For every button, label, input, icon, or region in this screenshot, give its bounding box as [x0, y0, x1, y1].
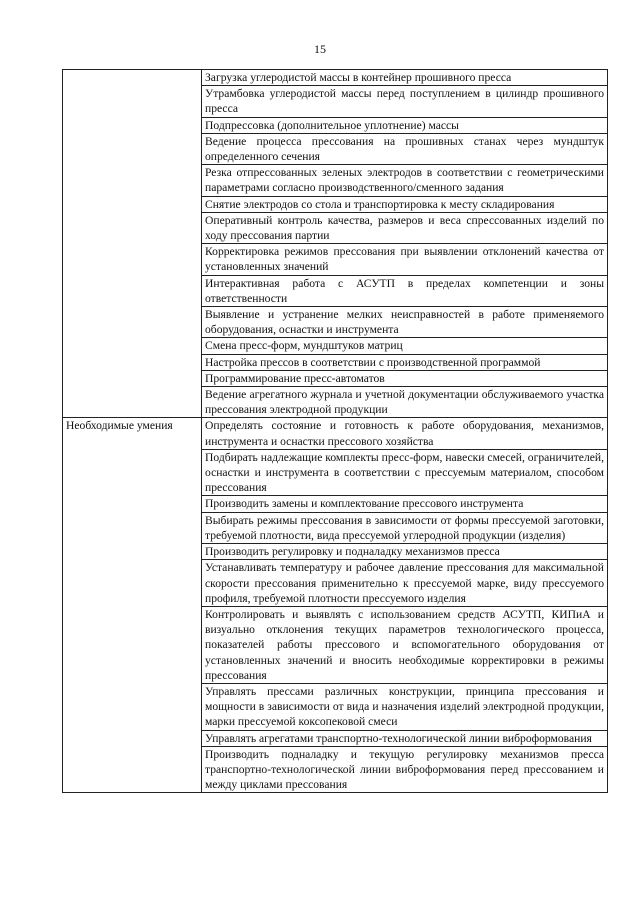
table-cell: Интерактивная работа с АСУТП в пределах компетенции и зоны ответственности	[202, 275, 608, 306]
table-cell: Производить регулировку и подналадку механизмов пресса	[202, 544, 608, 560]
table-cell: Корректировка режимов прессования при выявлении отклонений качества от установленных значений	[202, 244, 608, 275]
table-cell: Программирование пресс-автоматов	[202, 370, 608, 386]
table-cell: Управлять прессами различных конструкции, принципа прессования и мощности в зависимости от вида и назначения изделий электродной продукции, марки прессуемой коксопековой смеси	[202, 683, 608, 730]
table-cell: Загрузка углеродистой массы в контейнер прошивного пресса	[202, 70, 608, 86]
table-cell: Резка отпрессованных зеленых электродов в соответствии с геометрическими параметрами согласно производственного/сменного задания	[202, 165, 608, 196]
table-cell: Оперативный контроль качества, размеров и веса спрессованных изделий по ходу прессования партии	[202, 212, 608, 243]
table-cell: Устанавливать температуру и рабочее давление прессования для максимальной скорости прессования применительно к прессуемой марке, виду прессуемого профиля, требуемой плотности прессуемого изделия	[202, 560, 608, 607]
table-cell: Ведение агрегатного журнала и учетной документации обслуживаемого участка прессования электродной продукции	[202, 387, 608, 418]
table-cell: Определять состояние и готовность к работе оборудования, механизмов, инструмента и оснастки прессового хозяйства	[202, 418, 608, 449]
requirements-table	[62, 69, 608, 793]
table-cell: Смена пресс-форм, мундштуков матриц	[202, 338, 608, 354]
table-cell: Контролировать и выявлять с использованием средств АСУТП, КИПиА и визуально отклонения текущих параметров технологического процесса, показателей работы прессового и вспомогательного оборудования от установленных значений и вносить необходимые корректировки в режимы прессования	[202, 606, 608, 683]
table-cell: Подбирать надлежащие комплекты пресс-форм, навески смесей, ограничителей, оснастки и инструмента в соответствии с прессуемым материалом, способом прессования	[202, 449, 608, 496]
table-cell: Ведение процесса прессования на прошивных станах через мундштук определенного сечения	[202, 133, 608, 164]
table-cell: Выбирать режимы прессования в зависимости от формы прессуемой заготовки, требуемой плотности, вида прессуемой углеродной продукции (изделия)	[202, 512, 608, 543]
table-cell: Выявление и устранение мелких неисправностей в работе применяемого оборудования, оснастки и инструмента	[202, 307, 608, 338]
section-label-labor-actions	[63, 70, 202, 418]
section-label-required-skills: Необходимые умения	[63, 418, 202, 793]
page-number: 15	[314, 42, 326, 56]
table-cell: Производить замены и комплектование прессового инструмента	[202, 496, 608, 512]
table-cell: Снятие электродов со стола и транспортировка к месту складирования	[202, 196, 608, 212]
table-cell: Настройка прессов в соответствии с производственной программой	[202, 354, 608, 370]
table-row	[63, 70, 608, 86]
table-cell: Подпрессовка (дополнительное уплотнение) массы	[202, 117, 608, 133]
table-cell: Производить подналадку и текущую регулировку механизмов пресса транспортно-технологической линии виброформования перед прессованием и между циклами прессования	[202, 746, 608, 793]
table-cell: Управлять агрегатами транспортно-технологической линии виброформования	[202, 730, 608, 746]
table-cell: Утрамбовка углеродистой массы перед поступлением в цилиндр прошивного пресса	[202, 86, 608, 117]
table-row	[63, 418, 608, 449]
